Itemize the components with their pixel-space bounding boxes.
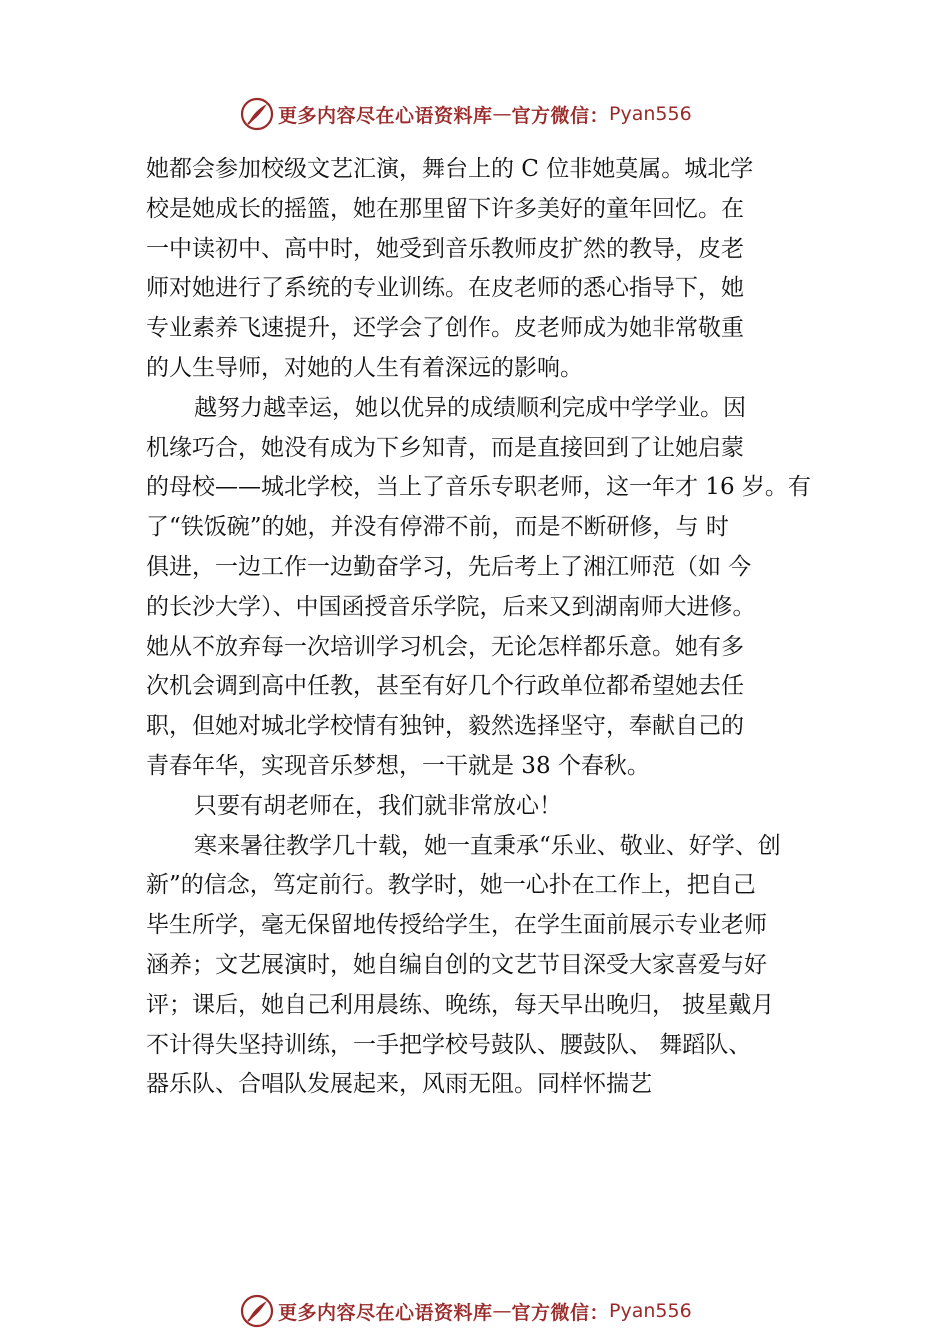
text-line: 职，但她对城北学校情有独钟，毅然选择坚守，奉献自己的 — [146, 713, 744, 740]
wechat-id: Pyan556 — [609, 103, 692, 125]
banner-colon: ： — [589, 104, 610, 127]
footer-banner — [240, 1293, 692, 1329]
text-line: 专业素养飞速提升，还学会了创作。皮老师成为她非常敬重 — [146, 315, 744, 342]
text-line: 新”的信念，笃定前行。教学时，她一心扑在工作上，把自己 — [146, 872, 756, 899]
text-line: 次机会调到高中任教，甚至有好几个行政单位都希望她去任 — [146, 673, 744, 700]
text-line: 不计得失坚持训练，一手把学校号鼓队、腰鼓队、 舞蹈队、 — [146, 1031, 752, 1058]
banner-text: 更多内容尽在心语资料库 — [278, 104, 493, 127]
text-line: 她都会参加校级文艺汇演，舞台上的 C 位非她莫属。城北学 — [146, 156, 754, 182]
text-line: 寒来暑往教学几十载，她一直秉承“乐业、敬业、好学、创 — [194, 832, 781, 859]
wechat-label: 官方微信 — [511, 104, 590, 127]
text-line: 的母校——城北学校，当上了音乐专职老师，这一年才 16 岁。有 — [146, 474, 811, 501]
text-line: 了“铁饭碗”的她，并没有停滞不前，而是不断研修，与 时 — [146, 514, 729, 541]
text-line: 器乐队、合唱队发展起来，风雨无阻。同样怀揣艺 — [146, 1071, 652, 1098]
text-line: 师对她进行了系统的专业训练。在皮老师的悉心指导下，她 — [146, 275, 744, 302]
banner-dash: — — [492, 1300, 512, 1322]
text-line: 机缘巧合，她没有成为下乡知青，而是直接回到了让她启蒙 — [146, 434, 744, 461]
text-line: 的长沙大学）、中国函授音乐学院，后来又到湖南师大进修。 — [146, 593, 756, 620]
text-line: 俱进，一边工作一边勤奋学习，先后考上了湘江师范（如 今 — [146, 553, 752, 580]
text-line: 青春年华，实现音乐梦想，一干就是 38 个春秋。 — [146, 752, 650, 779]
text-line: 毕生所学，毫无保留地传授给学生，在学生面前展示专业老师 — [146, 912, 767, 939]
text-line: 的人生导师，对她的人生有着深远的影响。 — [146, 354, 583, 381]
wechat-id: Pyan556 — [609, 1300, 692, 1322]
header-banner — [240, 96, 692, 132]
text-line: 评；课后，她自己利用晨练、晚练，每天早出晚归， 披星戴月 — [146, 991, 775, 1018]
text-line: 一中读初中、高中时，她受到音乐教师皮扩然的教导，皮老 — [146, 235, 744, 262]
text-line: 校是她成长的摇篮，她在那里留下许多美好的童年回忆。在 — [146, 195, 744, 222]
article-body — [146, 150, 832, 1105]
wechat-label: 官方微信 — [511, 1301, 590, 1324]
banner-text: 更多内容尽在心语资料库 — [278, 1301, 493, 1324]
text-line: 越努力越幸运，她以优异的成绩顺利完成中学学业。因 — [194, 394, 746, 421]
section-heading: 只要有胡老师在，我们就非常放心！ — [194, 792, 562, 819]
text-line: 她从不放弃每一次培训学习机会，无论怎样都乐意。她有多 — [146, 633, 744, 660]
banner-colon: ： — [589, 1301, 610, 1324]
banner-dash: — — [492, 103, 512, 125]
text-line: 涵养；文艺展演时，她自编自创的文艺节目深受大家喜爱与好 — [146, 951, 767, 978]
quill-logo-icon — [240, 1294, 274, 1328]
quill-logo-icon — [240, 97, 274, 131]
